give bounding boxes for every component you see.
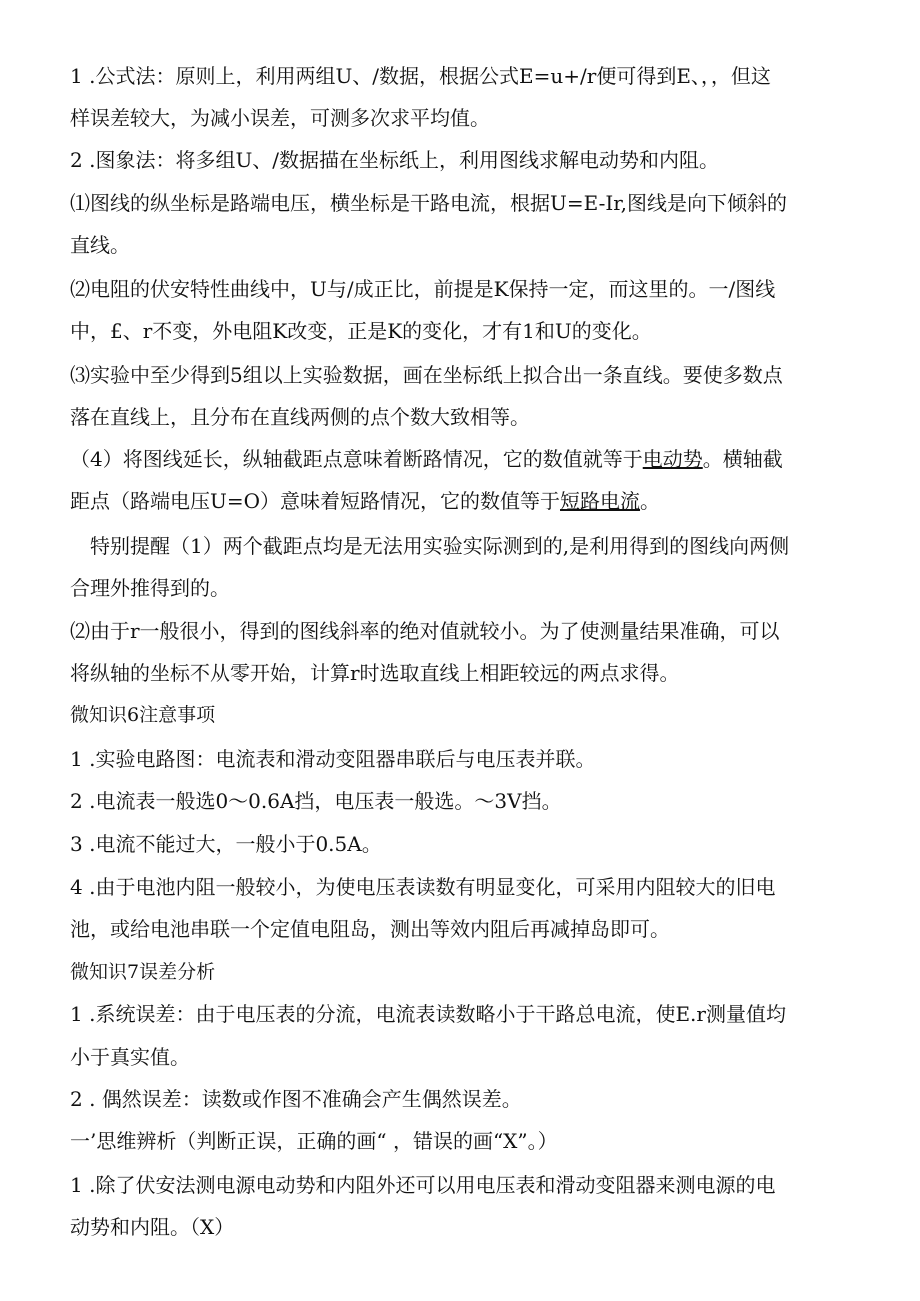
text-line-7: 中，£、r不变，外电阻K改变，正是K的变化，才有1和U的变化。	[70, 319, 652, 343]
text-line-9: 落在直线上，且分布在直线两侧的点个数大致相等。	[70, 405, 530, 429]
text-line-2: 样误差较大，为减小误差，可测多次求平均值。	[70, 106, 490, 130]
text-line-20: 4 .由于电池内阻一般较小，为使电压表读数有明显变化，可采用内阻较大的旧电	[70, 875, 776, 899]
text-line-15: 将纵轴的坐标不从零开始，计算r时选取直线上相距较远的两点求得。	[70, 661, 680, 685]
text-line-6: ⑵电阻的伏安特性曲线中，U与/成正比，前提是K保持一定，而这里的。一/图线	[70, 277, 776, 301]
text-line-28: 动势和内阻。（X）	[70, 1215, 235, 1239]
text-line-14: ⑵由于r一般很小，得到的图线斜率的绝对值就较小。为了使测量结果准确，可以	[70, 619, 780, 643]
text-line-26: 一’思维辨析（判断正误，正确的画“ ，错误的画“X”。）	[70, 1129, 558, 1153]
text-line-24: 小于真实值。	[70, 1045, 190, 1069]
text-line-19: 3 .电流不能过大，一般小于0.5A。	[70, 832, 382, 856]
text-line-5: 直线。	[70, 233, 130, 257]
text-segment: （4）将图线延长，纵轴截距点意味着断路情况，它的数值就等于	[70, 447, 643, 471]
text-line-1: 1 .公式法：原则上，利用两组U、/数据，根据公式E=u+/r便可得到E、，，但这	[70, 64, 771, 88]
text-segment: 距点（路端电压U=O）意味着短路情况，它的数值等于	[70, 489, 561, 513]
text-line-8: ⑶实验中至少得到5组以上实验数据，画在坐标纸上拟合出一条直线。要使多数点	[70, 363, 783, 387]
text-line-25: 2 . 偶然误差：读数或作图不准确会产生偶然误差。	[70, 1087, 522, 1111]
text-line-3: 2 .图象法：将多组U、/数据描在坐标纸上，利用图线求解电动势和内阻。	[70, 148, 720, 172]
section-heading-6: 微知识6注意事项	[70, 704, 216, 726]
text-line-27: 1 .除了伏安法测电源电动势和内阻外还可以用电压表和滑动变阻器来测电源的电	[70, 1173, 776, 1197]
text-line-10	[70, 445, 860, 473]
text-line-23: 1 .系统误差：由于电压表的分流，电流表读数略小于干路总电流，使E.r测量值均	[70, 1002, 786, 1026]
text-line-13: 合理外推得到的。	[70, 576, 230, 600]
text-line-11	[70, 487, 860, 515]
text-line-18: 2 .电流表一般选0～0.6A挡，电压表一般选。～3V挡。	[70, 789, 562, 813]
underlined-term: 电动势	[642, 447, 703, 471]
text-line-4: ⑴图线的纵坐标是路端电压，横坐标是干路电流，根据U=E-Ir,图线是向下倾斜的	[70, 191, 787, 215]
underlined-term: 短路电流	[560, 489, 641, 513]
text-line-12: 特别提醒（1）两个截距点均是无法用实验实际测到的,是利用得到的图线向两侧	[90, 534, 790, 558]
text-segment: 。横轴截	[702, 447, 783, 471]
section-heading-7: 微知识7误差分析	[70, 961, 216, 983]
text-segment: 。	[640, 489, 661, 513]
text-line-17: 1 .实验电路图：电流表和滑动变阻器串联后与电压表并联。	[70, 747, 596, 771]
text-line-21: 池，或给电池串联一个定值电阻岛，测出等效内阻后再减掉岛即可。	[70, 917, 670, 941]
